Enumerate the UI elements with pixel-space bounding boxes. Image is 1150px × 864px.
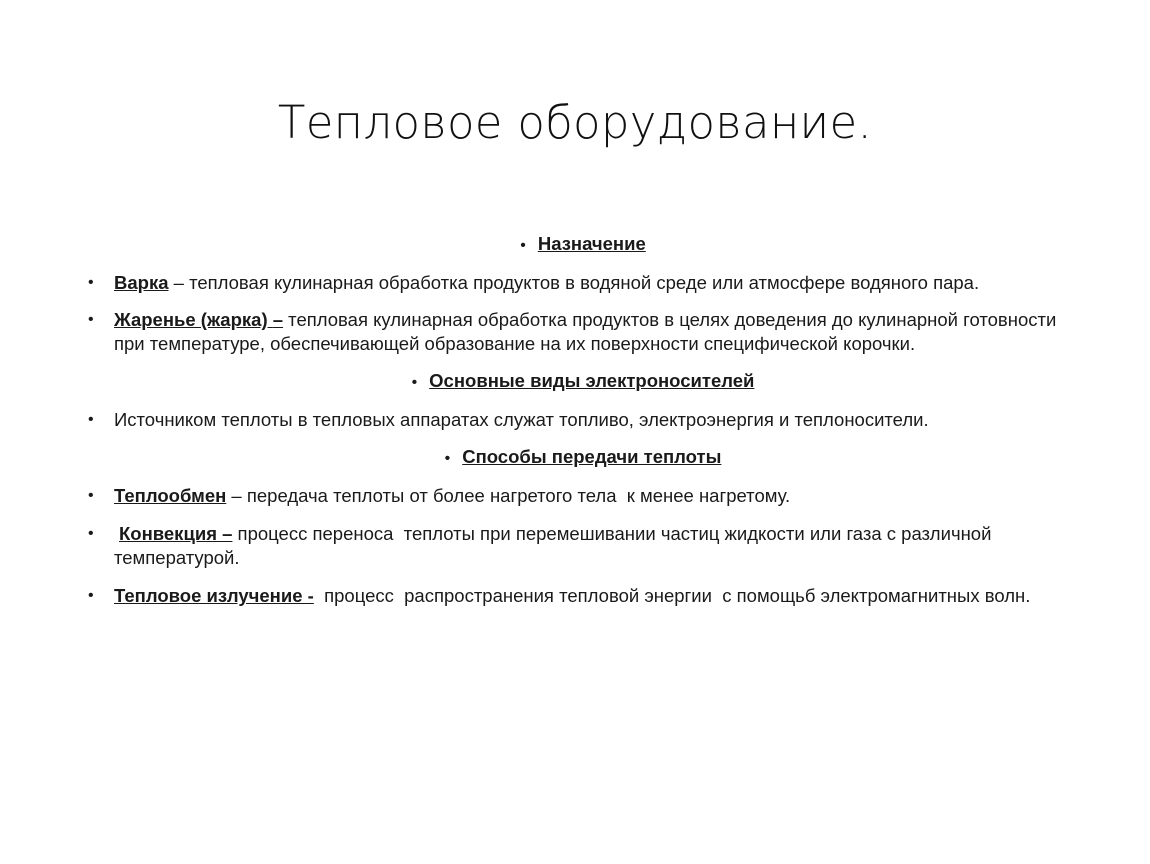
bullet: • xyxy=(88,274,94,291)
list-item-radiation xyxy=(88,584,1078,608)
definition-frying: тепловая кулинарная обработка продуктов в целях доведения до кулинарной готовности при температуре, обеспечивающей образование на их поверхности специфической корочки. xyxy=(114,309,1062,354)
term-frying: Жаренье (жарка) xyxy=(114,309,273,330)
heading-purpose xyxy=(88,232,1078,258)
bullet: • xyxy=(520,237,526,254)
dash-convection: – xyxy=(216,523,233,544)
sources-text: Источником теплоты в тепловых аппаратах служат топливо, электроэнергия и теплоносители. xyxy=(114,409,929,430)
heading-carriers-text: Основные виды электроносителей xyxy=(429,370,755,391)
term-convection: Конвекция xyxy=(119,523,217,544)
bullet: • xyxy=(88,587,94,604)
bullet: • xyxy=(88,487,94,504)
term-boiling: Варка xyxy=(114,272,169,293)
list-item-frying xyxy=(88,308,1078,356)
bullet: • xyxy=(88,525,94,542)
definition-heat-exchange: – передача теплоты от более нагретого тела к менее нагретому. xyxy=(226,485,791,506)
definition-boiling: – тепловая кулинарная обработка продуктов в водяной среде или атмосфере водяного пара. xyxy=(168,272,980,293)
heading-carriers xyxy=(88,369,1078,395)
bullet: • xyxy=(444,450,451,467)
bullet: • xyxy=(88,411,94,428)
bullet: • xyxy=(88,311,94,328)
slide-title: Тепловое оборудование. xyxy=(277,96,873,149)
list-item-sources xyxy=(88,408,1078,432)
dash-frying: – xyxy=(272,309,284,330)
list-item-heat-exchange xyxy=(88,484,1078,508)
slide-content xyxy=(88,232,1078,608)
heading-purpose-text: Назначение xyxy=(537,233,646,254)
definition-radiation: процесс распространения тепловой энергии с помощьб электромагнитных волн. xyxy=(313,585,1031,606)
bullet: • xyxy=(411,374,418,391)
term-radiation: Тепловое излучение xyxy=(114,585,303,606)
list-item-convection xyxy=(88,522,1078,570)
definition-convection: процесс переноса теплоты при перемешивании частиц жидкости или газа с различной температурой. xyxy=(114,523,997,568)
heading-transfer xyxy=(88,445,1078,471)
term-heat-exchange: Теплообмен xyxy=(114,485,227,506)
list-item-boiling xyxy=(88,271,1078,295)
heading-transfer-text: Способы передачи теплоты xyxy=(462,446,722,467)
dash-radiation: - xyxy=(302,585,314,606)
